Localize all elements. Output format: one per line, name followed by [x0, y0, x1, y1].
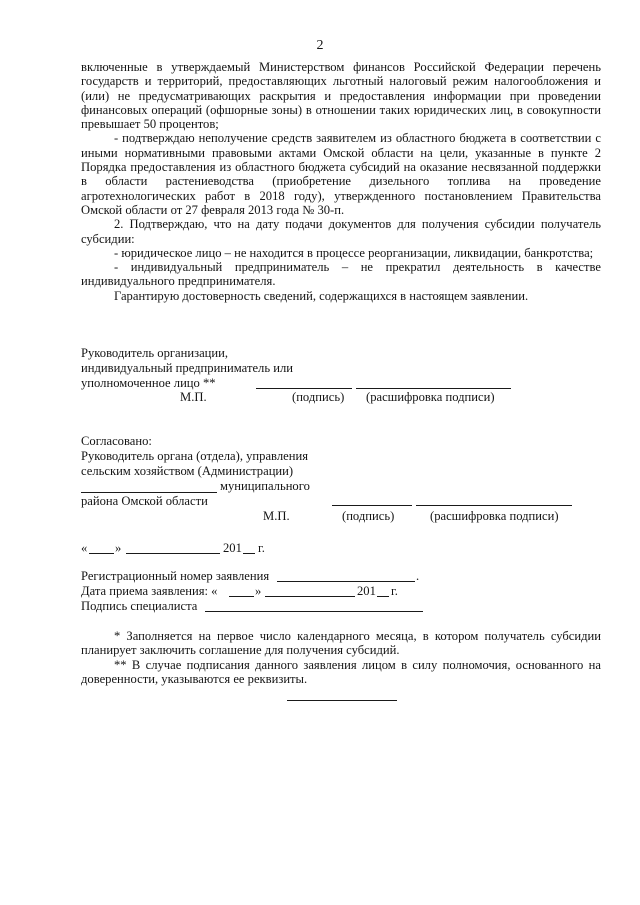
receipt-day-line: [229, 596, 254, 597]
head-stamp-label: М.П.: [180, 390, 207, 404]
receipt-month-line: [265, 596, 355, 597]
head-decode-label: (расшифровка подписи): [366, 390, 495, 404]
agreed-line-4: района Омской области: [81, 494, 208, 508]
date-suffix: г.: [258, 541, 265, 555]
statement-body: [81, 60, 601, 303]
agreed-decode-line: [416, 505, 572, 506]
specialist-signature-line: [205, 611, 423, 612]
specialist-signature-label: Подпись специалиста: [81, 599, 198, 613]
agreed-signature-line: [332, 505, 412, 506]
receipt-year-line: [377, 596, 389, 597]
date-year-line: [243, 553, 255, 554]
date-month-line: [126, 553, 220, 554]
receipt-date-close: »: [255, 584, 262, 598]
registration-number-end: .: [416, 569, 420, 583]
agreed-line-1: Руководитель органа (отдела), управления: [81, 449, 308, 463]
footnotes: [81, 629, 601, 686]
agreed-signature-label: (подпись): [342, 509, 395, 523]
paragraph-guarantee: Гарантирую достоверность сведений, содержащихся в настоящем заявлении.: [114, 288, 529, 303]
receipt-date-year: 201: [357, 584, 376, 598]
footnote-2: ** В случае подписания данного заявления лицом в силу полномочия, основанного на доверенности, указываются ее реквизиты.: [81, 657, 601, 686]
head-signature-line: [256, 388, 352, 389]
date-year: 201: [223, 541, 242, 555]
agreed-district-line: [81, 492, 217, 493]
paragraph-legal-entity: - юридическое лицо – не находится в процессе реорганизации, ликвидации, банкротства;: [114, 245, 594, 260]
closing-rule: [287, 700, 397, 701]
agreed-line-3: муниципального: [220, 479, 310, 493]
footnote-1: * Заполняется на первое число календарного месяца, в котором получатель субсидии планирует заключить соглашение для получения субсидий.: [81, 629, 601, 658]
head-line-2: индивидуальный предприниматель или: [81, 361, 293, 375]
date-day-line: [89, 553, 114, 554]
agreed-decode-label: (расшифровка подписи): [430, 509, 559, 523]
date-open-quote: «: [81, 541, 88, 555]
date-close-quote: »: [115, 541, 122, 555]
registration-number-label: Регистрационный номер заявления: [81, 569, 270, 583]
paragraph-entrepreneur: - индивидуальный предприниматель – не прекратил деятельность в качестве индивидуального предпринимателя.: [81, 260, 601, 289]
registration-number-line: [277, 581, 415, 582]
paragraph-offshore: включенные в утверждаемый Министерством финансов Российской Федерации перечень государств и территорий, предоставляющих льготный налоговый режим налогообложения и (или) не предусматривающих раскрытия и предоставления информации при проведении финансовых операций (офшорные зоны) в отношении таких юридических лиц, в совокупности превышает 50 процентов;: [81, 60, 601, 132]
page-number: 2: [316, 38, 324, 53]
agreed-stamp-label: М.П.: [263, 509, 290, 523]
head-line-1: Руководитель организации,: [81, 346, 229, 360]
head-signature-label: (подпись): [292, 390, 345, 404]
head-line-3: уполномоченное лицо **: [81, 376, 216, 390]
agreed-line-2: сельским хозяйством (Администрации): [81, 464, 294, 478]
head-decode-line: [356, 388, 511, 389]
agreed-title: Согласовано:: [81, 434, 152, 448]
receipt-date-label: Дата приема заявления: «: [81, 584, 218, 598]
paragraph-confirm: 2. Подтверждаю, что на дату подачи документов для получения субсидии получатель субсидии:: [81, 217, 601, 246]
paragraph-no-funds: - подтверждаю неполучение средств заявителем из областного бюджета в соответствии с иными нормативными правовыми актами Омской области на цели, указанные в пункте 2 Порядка предоставления из областного бюджета субсидий на оказание несвязанной поддержки в области растениеводства (приобретение дизельного топлива на проведение агротехнологических работ в 2018 году), утвержденного постановлением Правительства Омской области от 27 февраля 2013 года № 30-п.: [81, 131, 601, 217]
receipt-date-suffix: г.: [391, 584, 398, 598]
